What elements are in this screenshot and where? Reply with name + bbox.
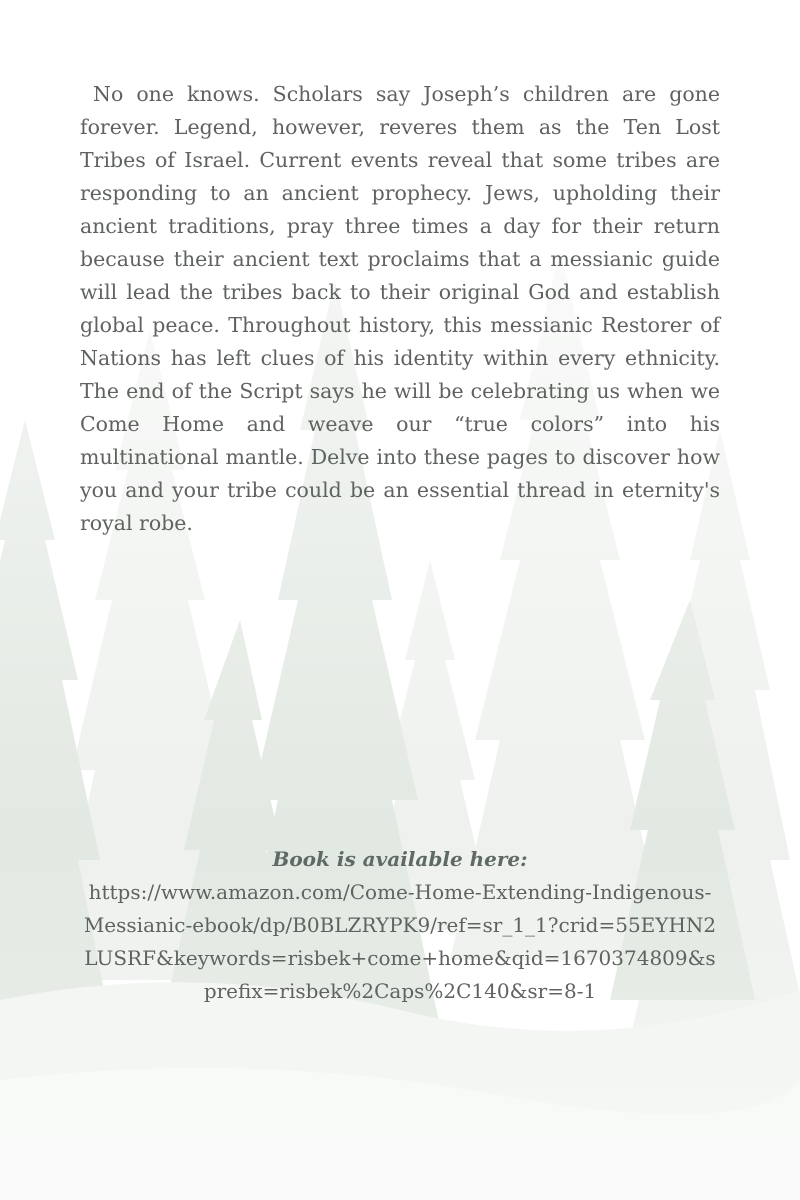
availability-heading: Book is available here: [272, 847, 528, 871]
book-description: No one knows. Scholars say Joseph’s children are gone forever. Legend, however, reveres them as the Ten Lost Tribes of Israel. Current events reveal that some tribes are responding to an ancient prophecy. Jews, upholding their ancient traditions, pray three times a day for their return because their ancient text proclaims that a messianic guide will lead the tribes back to their original God and establish global peace. Throughout history, this messianic Restorer of Nations has left clues of his identity within every ethnicity. The end of the Script says he will be celebrating us when we Come Home and weave our “true colors” into his multinational mantle. Delve into these pages to discover how you and your tribe could be an essential thread in eternity's royal robe. [80, 82, 720, 535]
amazon-book-link[interactable]: https://www.amazon.com/Come-Home-Extending-Indigenous-Messianic-ebook/dp/B0BLZRYPK9/ref=sr_1_1?crid=55EYHN2LUSRF&keywords=risbek+come+home&qid=1670374809&sprefix=risbek%2Caps%2C140&sr=8-1 [83, 880, 717, 1003]
availability-section [70, 843, 730, 1008]
